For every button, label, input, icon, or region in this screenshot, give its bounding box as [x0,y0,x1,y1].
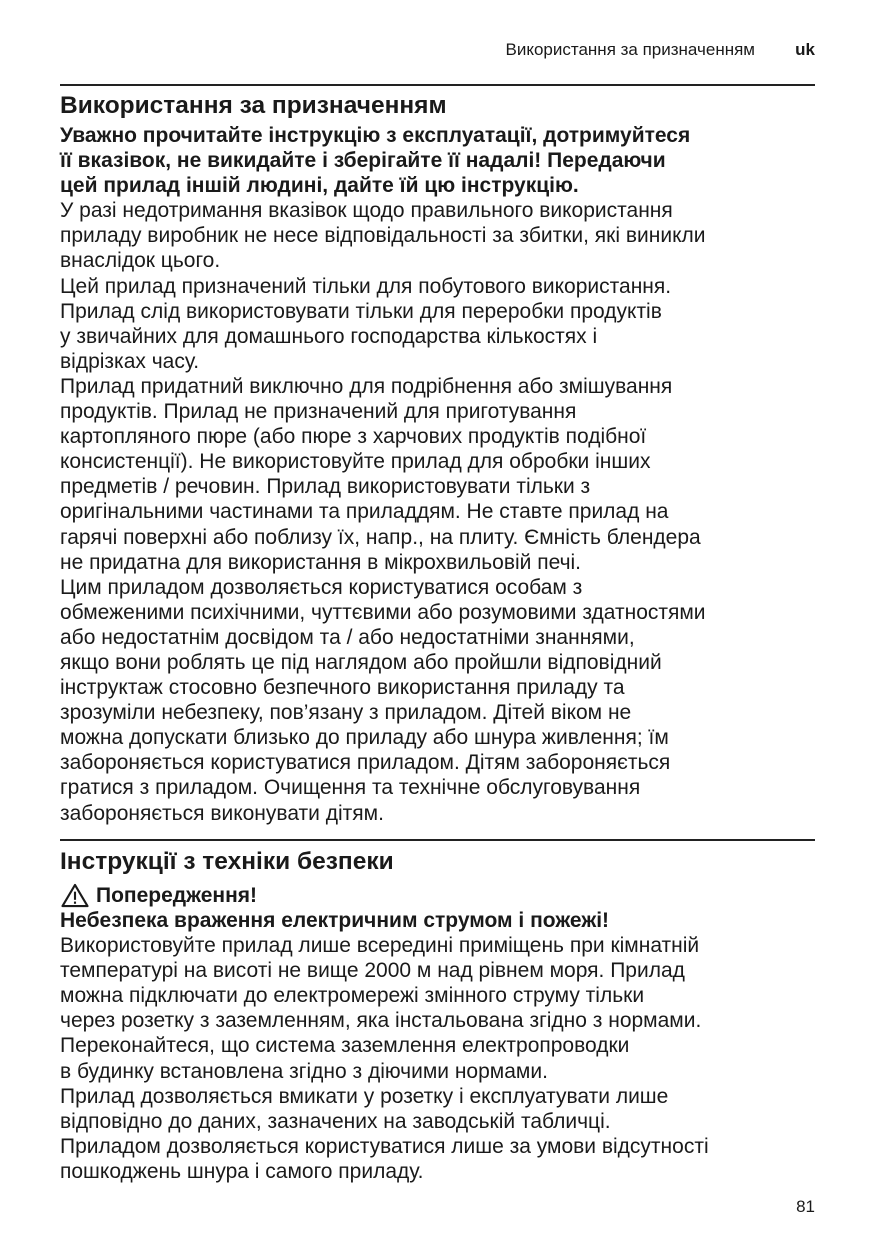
text-line: через розетку з заземленням, яка інстальована згідно з нормами. [60,1009,702,1033]
text-line: у звичайних для домашнього господарства кількостях і [60,324,598,348]
text-line: консистенції). Не використовуйте прилад для обробки інших [60,450,651,474]
text-line: або недостатнім досвідом та / або недостатніми знаннями, [60,625,635,649]
text-line: відповідно до даних, зазначених на заводській табличці. [60,1109,611,1133]
text-line: обмеженими психічними, чуттєвими або розумовими здатностями [60,600,706,624]
text-line: Переконайтеся, що система заземлення електропроводки [60,1034,630,1058]
text-line: відрізках часу. [60,349,200,373]
warning-label: Попередження! [96,884,258,907]
text-line: можна допускати близько до приладу або шнура живлення; їм [60,726,669,750]
text-line: гратися з приладом. Очищення та технічне обслуговування [60,776,641,800]
text-line: картопляного пюре (або пюре з харчових продуктів подібної [60,425,647,449]
text-line: Приладом дозволяється користуватися лише за умови відсутності [60,1134,709,1158]
text-line: не придатна для використання в мікрохвильовій печі. [60,550,582,574]
safety-body [60,908,820,1184]
text-line: Цей прилад призначений тільки для побутового використання. [60,274,672,298]
text-line: предметів / речовин. Прилад використовувати тільки з [60,475,591,499]
text-line: внаслідок цього. [60,249,221,273]
text-line: в будинку встановлена згідно з діючими нормами. [60,1059,548,1083]
warning-triangle-icon [60,883,90,908]
text-line: продуктів. Прилад не призначений для приготування [60,400,577,424]
text-line: температурі на висоті не вище 2000 м над рівнем моря. Прилад [60,959,685,983]
text-line: Цим приладом дозволяється користуватися особам з [60,575,583,599]
text-line: Прилад придатний виключно для подрібнення або змішування [60,374,673,398]
text-line: забороняється користуватися приладом. Дітям забороняється [60,751,671,775]
section-title-intended-use: Використання за призначенням [60,92,447,119]
text-line: У разі недотримання вказівок щодо правильного використання [60,199,673,223]
text-line: приладу виробник не несе відповідальності за збитки, які виникли [60,224,706,248]
text-line: цей прилад іншій людині, дайте їй цю інструкцію. [60,174,579,198]
header-divider [60,84,815,86]
running-header [60,39,815,61]
warning-block [60,883,820,908]
warning-heading [60,883,820,908]
section-divider [60,839,815,841]
text-line: Прилад слід використовувати тільки для переробки продуктів [60,299,662,323]
text-line: Небезпека враження електричним струмом і пожежі! [60,909,610,932]
intended-use-body [60,123,820,826]
text-line: якщо вони роблять це під наглядом або пройшли відповідний [60,650,662,674]
text-line: її вказівок, не викидайте і зберігайте її надалі! Передаючи [60,149,666,173]
text-line: пошкоджень шнура і самого приладу. [60,1159,424,1183]
section-title-safety: Інструкції з техніки безпеки [60,848,394,875]
text-line: зрозуміли небезпеку, пов’язану з приладом. Дітей віком не [60,701,632,725]
text-line: можна підключати до електромережі змінного струму тільки [60,984,645,1008]
text-line: забороняється виконувати дітям. [60,801,384,825]
language-code: uk [795,40,815,59]
text-line: Прилад дозволяється вмикати у розетку і експлуатувати лише [60,1084,669,1108]
text-line: оригінальними частинами та приладдям. Не ставте прилад на [60,500,669,524]
text-line: Використовуйте прилад лише всередині приміщень при кімнатній [60,934,700,958]
text-line: гарячі поверхні або поблизу їх, напр., на плиту. Ємність блендера [60,525,701,549]
text-line: інструктаж стосовно безпечного використання приладу та [60,676,625,700]
header-title: Використання за призначенням [505,40,755,59]
page-number: 81 [796,1197,815,1216]
text-line: Уважно прочитайте інструкцію з експлуатації, дотримуйтеся [60,124,691,147]
